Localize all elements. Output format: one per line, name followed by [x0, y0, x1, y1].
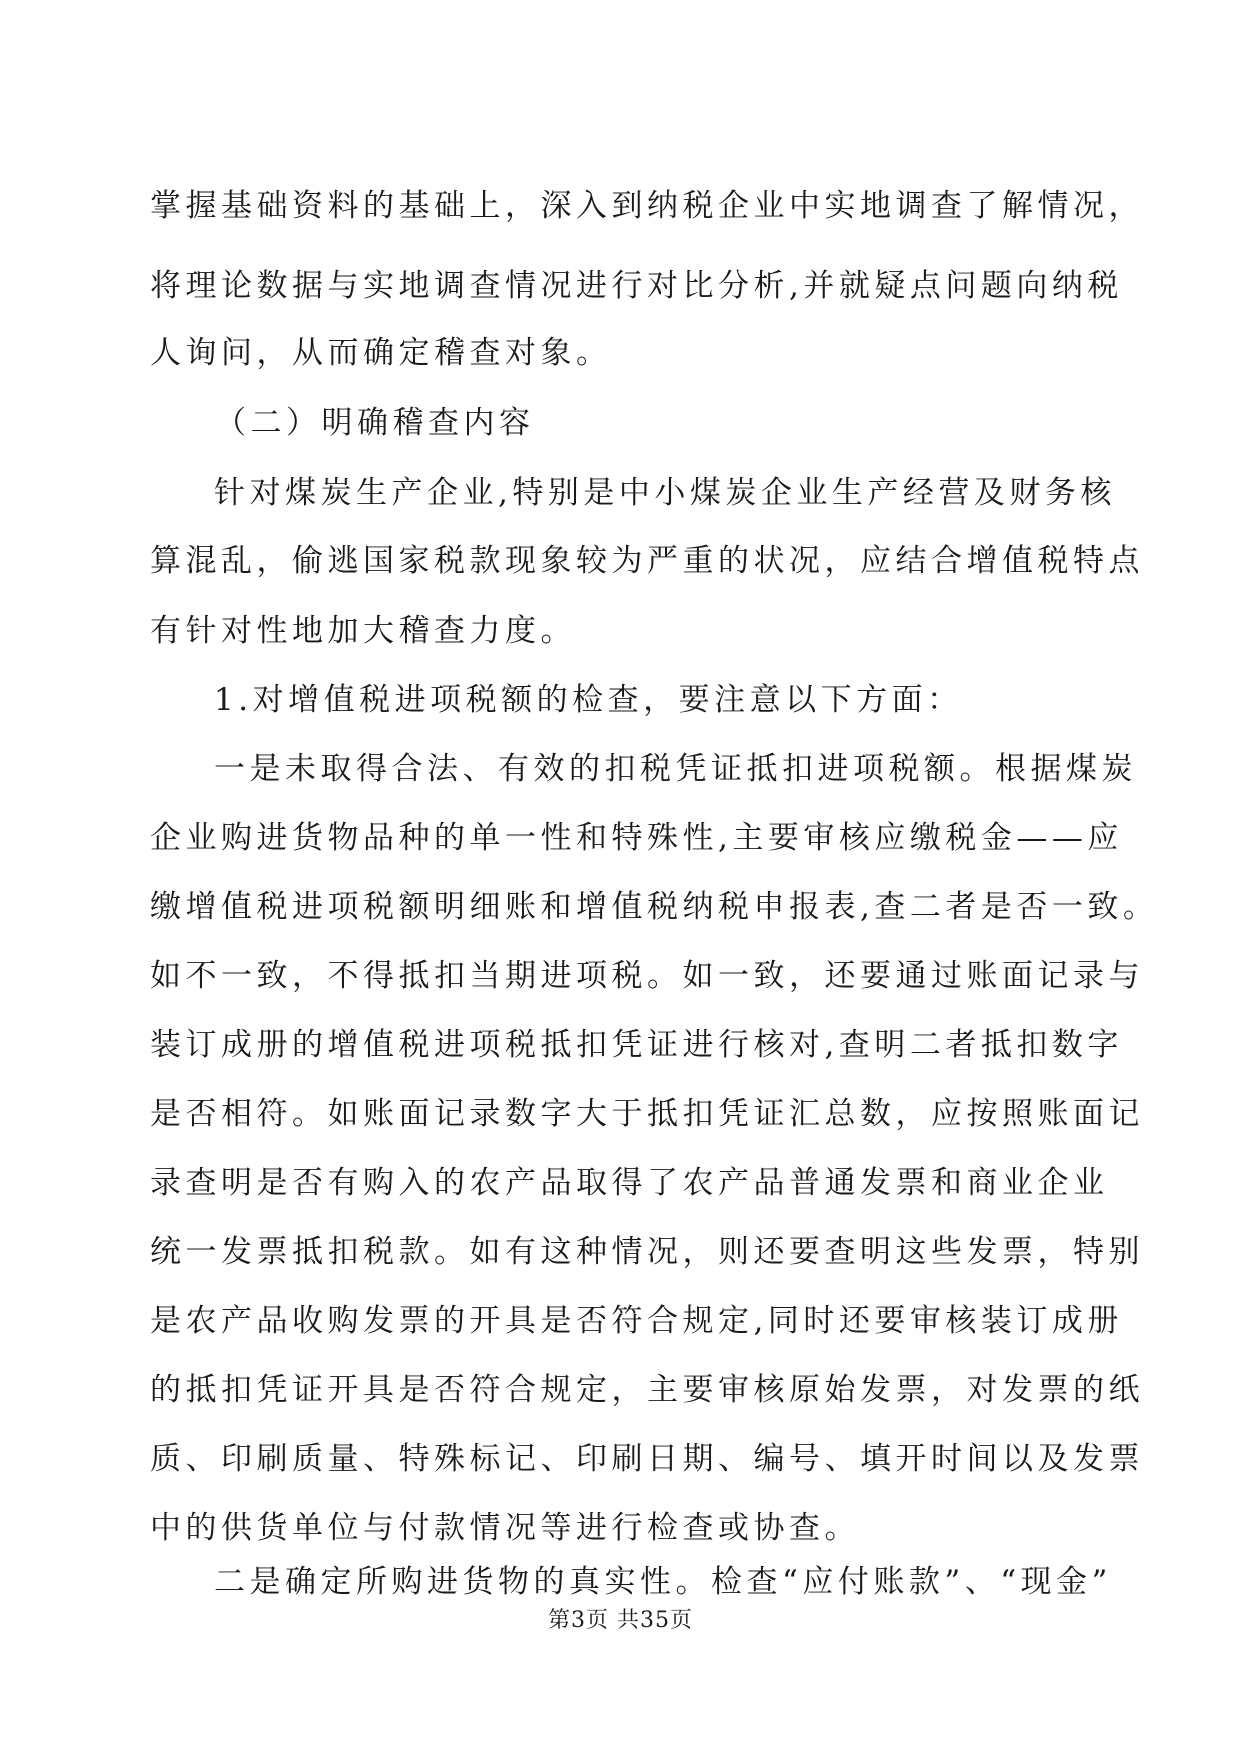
text-line: 是否相符。如账面记录数字大于抵扣凭证汇总数，应按照账面记	[150, 1096, 1144, 1132]
section-heading: （二）明确稽查内容	[215, 405, 535, 441]
text-line: 如不一致，不得抵扣当期进项税。如一致，还要通过账面记录与	[150, 958, 1144, 994]
text-line: 是农产品收购发票的开具是否符合规定,同时还要审核装订成册	[150, 1303, 1123, 1339]
page-number-footer: 第3页 共35页	[548, 1608, 693, 1633]
text-line: 有针对性地加大稽查力度。	[150, 613, 576, 649]
text-line: 针对煤炭生产企业,特别是中小煤炭企业生产经营及财务核	[214, 475, 1116, 511]
text-line: 质、印刷质量、特殊标记、印刷日期、编号、填开时间以及发票	[150, 1441, 1144, 1477]
text-line: 中的供货单位与付款情况等进行检查或协查。	[150, 1510, 860, 1546]
text-line: 统一发票抵扣税款。如有这种情况，则还要查明这些发票，特别	[150, 1234, 1144, 1270]
text-line: 算混乱，偷逃国家税款现象较为严重的状况，应结合增值税特点	[150, 543, 1144, 579]
text-line: 的抵扣凭证开具是否符合规定，主要审核原始发票，对发票的纸	[150, 1372, 1144, 1408]
text-line: 掌握基础资料的基础上，深入到纳税企业中实地调查了解情况，	[150, 188, 1144, 224]
text-line: 将理论数据与实地调查情况进行对比分析,并就疑点问题向纳税	[150, 268, 1123, 304]
text-line: 1.对增值税进项税额的检查，要注意以下方面：	[214, 682, 963, 718]
text-line: 人询问，从而确定稽查对象。	[150, 335, 612, 371]
text-line: 录查明是否有购入的农产品取得了农产品普通发票和商业企业	[150, 1165, 1109, 1201]
text-line: 企业购进货物品种的单一性和特殊性,主要审核应缴税金——应	[150, 820, 1123, 856]
text-line: 二是确定所购进货物的真实性。检查“应付账款”、“现金”	[214, 1564, 1112, 1600]
text-line: 一是未取得合法、有效的扣税凭证抵扣进项税额。根据煤炭	[214, 751, 1137, 787]
text-line: 缴增值税进项税额明细账和增值税纳税申报表,查二者是否一致。	[150, 889, 1159, 925]
text-line: 装订成册的增值税进项税抵扣凭证进行核对,查明二者抵扣数字	[150, 1027, 1123, 1063]
